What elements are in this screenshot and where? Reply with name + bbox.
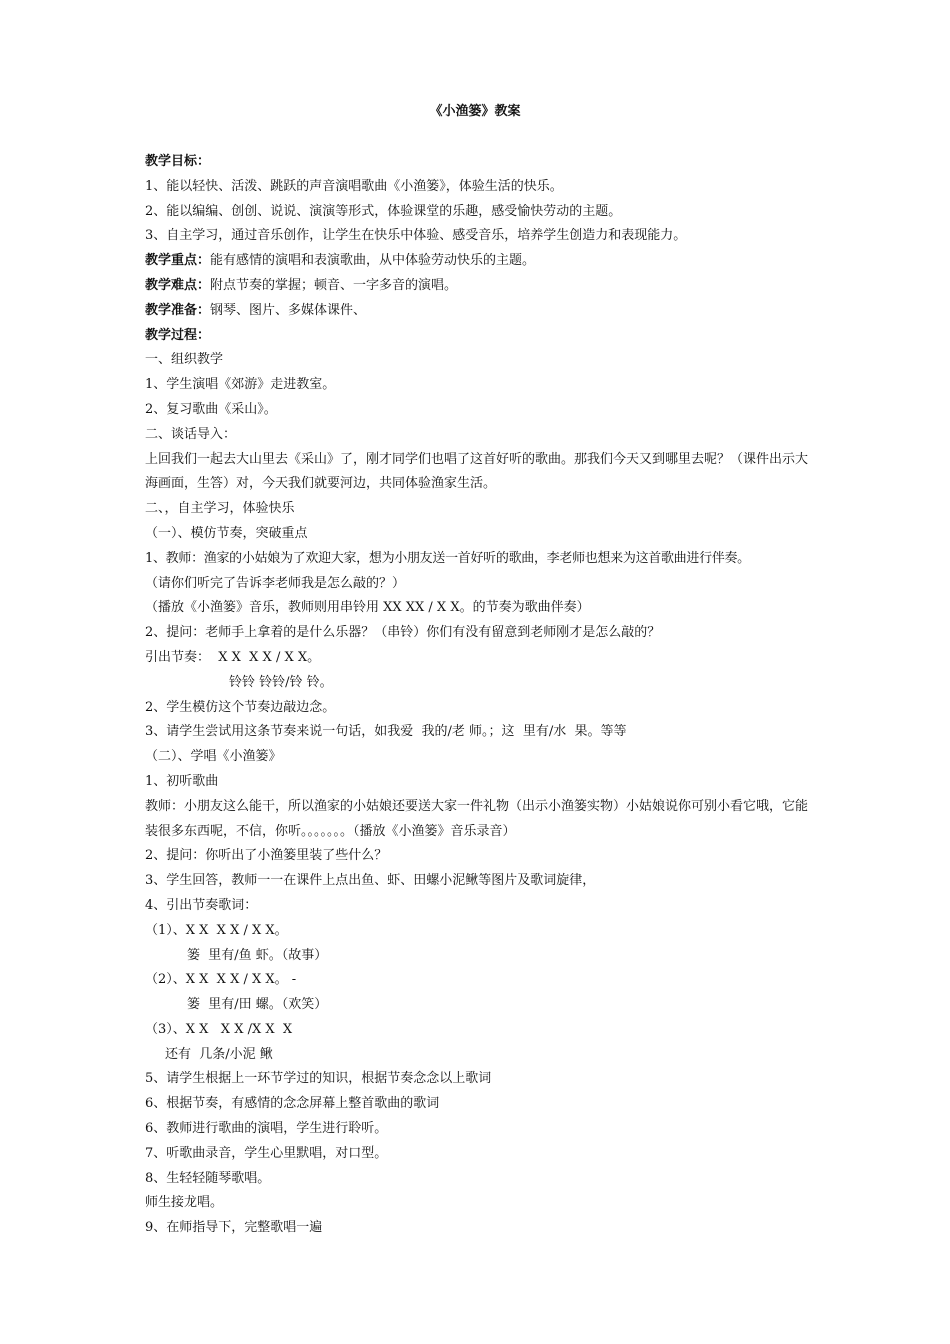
paragraph: 一、组织教学 <box>145 352 224 368</box>
difficulty <box>145 274 815 299</box>
paragraph: 1、学生演唱《郊游》走进教室。 <box>145 377 336 393</box>
paragraph: （请你们听完了告诉李老师我是怎么敲的？） <box>145 575 406 591</box>
paragraph: 6、根据节奏，有感情的念念屏幕上整首歌曲的歌词 <box>145 1096 440 1112</box>
rhythm-line: （2）、X X X X / X X。 - <box>145 972 297 988</box>
preparation <box>145 299 815 324</box>
paragraph: 9、在师指导下，完整歌唱一遍 <box>145 1220 323 1236</box>
preparation-text: 钢琴、图片、多媒体课件、 <box>210 302 367 318</box>
lyric-line: 篓 里有/田 螺。（欢笑） <box>187 997 328 1013</box>
paragraph: 教师：小朋友这么能干，所以渔家的小姑娘还要送大家一件礼物（出示小渔篓实物）小姑娘说你可别小看它哦，它能装很多东西呢，不信，你听。。。。。。。（播放《小渔篓》音乐录音） <box>145 798 809 839</box>
paragraph: 二、，自主学习，体验快乐 <box>145 501 295 517</box>
paragraph: 引出节奏： X X X X / X X。 <box>145 649 321 665</box>
paragraph: 3、请学生尝试用这条节奏来说一句话，如我爱 我的/老 师。；这 里有/水 果。等等 <box>145 724 627 740</box>
paragraph: 2、学生模仿这个节奏边敲边念。 <box>145 699 336 715</box>
paragraph: 2、提问：你听出了小渔篓里装了些什么？ <box>145 848 388 864</box>
goal-2: 2、能以编编、创创、说说、演演等形式，体验课堂的乐趣，感受愉快劳动的主题。 <box>145 203 622 219</box>
paragraph: 8、生轻轻随琴歌唱。 <box>145 1170 271 1186</box>
paragraph: 1、教师：渔家的小姑娘为了欢迎大家，想为小朋友送一首好听的歌曲，李老师也想来为这首歌曲进行伴奏。 <box>145 550 750 566</box>
lyric-line: 还有 几条/小泥 鳅 <box>165 1046 273 1062</box>
paragraph: （二）、学唱《小渔篓》 <box>145 749 282 765</box>
document-title: 《小渔篓》教案 <box>429 104 521 119</box>
document-body <box>145 150 815 1241</box>
key-point-text: 能有感情的演唱和表演歌曲，从中体验劳动快乐的主题。 <box>210 253 536 269</box>
paragraph: 2、提问：老师手上拿着的是什么乐器？（串铃）你们有没有留意到老师刚才是怎么敲的？ <box>145 625 661 641</box>
difficulty-label: 教学难点： <box>145 277 211 293</box>
goal-3: 3、自主学习，通过音乐创作，让学生在快乐中体验、感受音乐，培养学生创造力和表现能力。 <box>145 228 687 244</box>
paragraph: 师生接龙唱。 <box>145 1195 224 1211</box>
paragraph: 5、请学生根据上一环节学过的知识，根据节奏念念以上歌词 <box>145 1071 492 1087</box>
paragraph: 1、初听歌曲 <box>145 773 219 789</box>
lyric-line: 篓 里有/鱼 虾。（故事） <box>187 947 328 963</box>
goal-1: 1、能以轻快、活泼、跳跃的声音演唱歌曲《小渔篓》，体验生活的快乐。 <box>145 178 563 194</box>
key-point <box>145 249 815 274</box>
preparation-label: 教学准备： <box>145 302 211 318</box>
rhythm-line: （1）、X X X X / X X。 <box>145 922 288 938</box>
paragraph: 6、教师进行歌曲的演唱，学生进行聆听。 <box>145 1121 388 1137</box>
paragraph: 3、学生回答，教师一一在课件上点出鱼、虾、田螺小泥鳅等图片及歌词旋律， <box>145 873 596 889</box>
paragraph: 上回我们一起去大山里去《采山》了，刚才同学们也唱了这首好听的歌曲。那我们今天又到哪里去呢？（课件出示大海画面，生答）对，今天我们就要河边，共同体验渔家生活。 <box>145 451 809 492</box>
paragraph: 铃铃 铃铃/铃 铃。 <box>229 674 333 690</box>
paragraph: 二、谈话导入： <box>145 426 237 442</box>
paragraph: （一）、模仿节奏，突破重点 <box>145 525 308 541</box>
difficulty-text: 附点节奏的掌握；顿音、一字多音的演唱。 <box>210 277 458 293</box>
paragraph: 7、听歌曲录音，学生心里默唱，对口型。 <box>145 1145 388 1161</box>
rhythm-line: （3）、X X X X /X X X <box>145 1021 293 1037</box>
key-point-label: 教学重点： <box>145 253 211 269</box>
paragraph: 2、复习歌曲《采山》。 <box>145 401 277 417</box>
paragraph: 4、引出节奏歌词： <box>145 897 258 913</box>
process-heading: 教学过程： <box>145 327 211 343</box>
paragraph: （播放《小渔篓》音乐，教师则用串铃用 XX XX / X X。的节奏为歌曲伴奏） <box>145 600 590 616</box>
goals-heading: 教学目标： <box>145 154 211 169</box>
